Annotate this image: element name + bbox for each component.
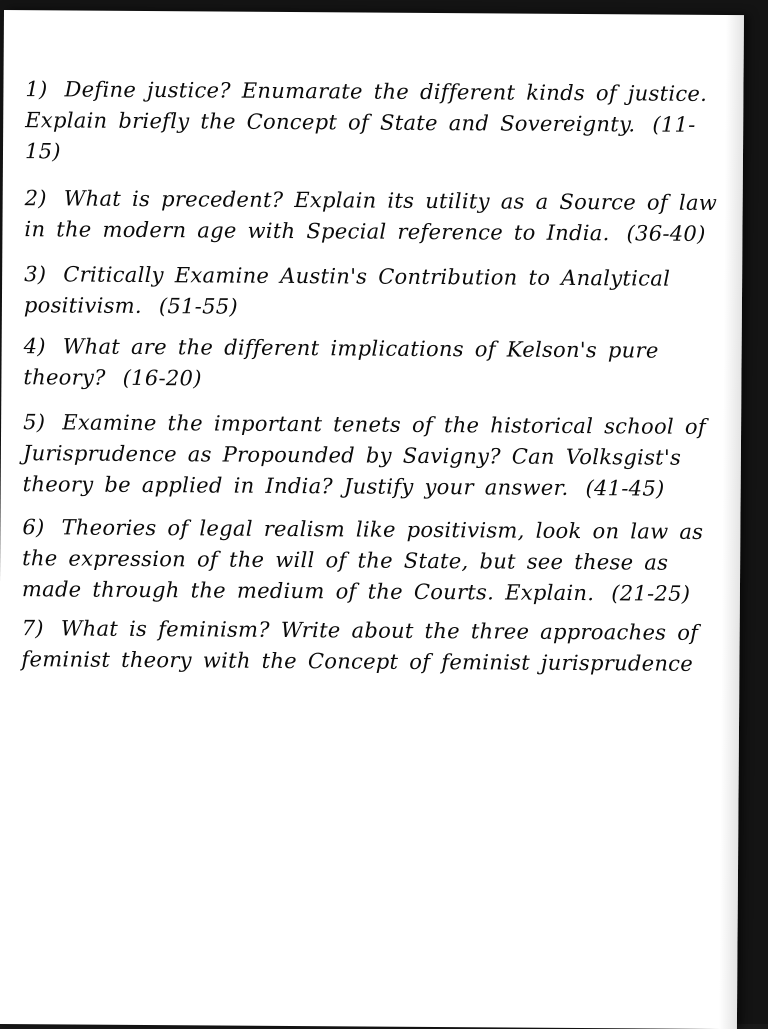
page-range: (41-45)	[585, 476, 664, 501]
question-text: What is precedent? Explain its utility as a Source of law in the modern age with Special reference to India.	[24, 186, 717, 245]
question-text: Examine the important tenets of the historical school of Jurisprudence as Propounded by Savigny? Can Volksgist's theory be applied in India? Justify your answer.	[23, 410, 706, 500]
question-number: 7)	[22, 613, 44, 644]
question-7	[21, 613, 721, 680]
question-text: Critically Examine Austin's Contribution to Analytical positivism.	[24, 262, 670, 318]
page-range: (36-40)	[627, 221, 706, 246]
question-text: Theories of legal realism like positivism, look on law as the expression of the will of the State, but see these as made through the medium of the Courts. Explain.	[22, 515, 703, 605]
page-range: (11-15)	[25, 113, 696, 164]
question-2	[24, 183, 724, 250]
question-text: What is feminism? Write about the three approaches of feminist theory with the Concept of feminist jurisprudence	[21, 616, 698, 675]
question-text: What are the different implications of Kelson's pure theory?	[23, 334, 658, 389]
paper-sheet	[0, 10, 744, 1029]
question-list	[21, 74, 725, 680]
question-number: 3)	[24, 259, 46, 290]
question-text: Define justice? Enumarate the different kinds of justice. Explain briefly the Concept of State and Sovereignty.	[25, 77, 707, 136]
question-number: 5)	[23, 407, 45, 438]
page-range: (16-20)	[123, 366, 202, 391]
question-3	[24, 259, 724, 326]
page-range: (21-25)	[611, 581, 690, 606]
question-5	[23, 407, 724, 505]
question-6	[22, 512, 723, 610]
question-4	[23, 331, 723, 398]
question-number: 4)	[24, 331, 46, 362]
question-1	[25, 74, 726, 172]
question-number: 1)	[25, 74, 47, 105]
page-range: (51-55)	[159, 294, 238, 319]
question-number: 2)	[25, 183, 47, 214]
question-number: 6)	[22, 512, 44, 543]
